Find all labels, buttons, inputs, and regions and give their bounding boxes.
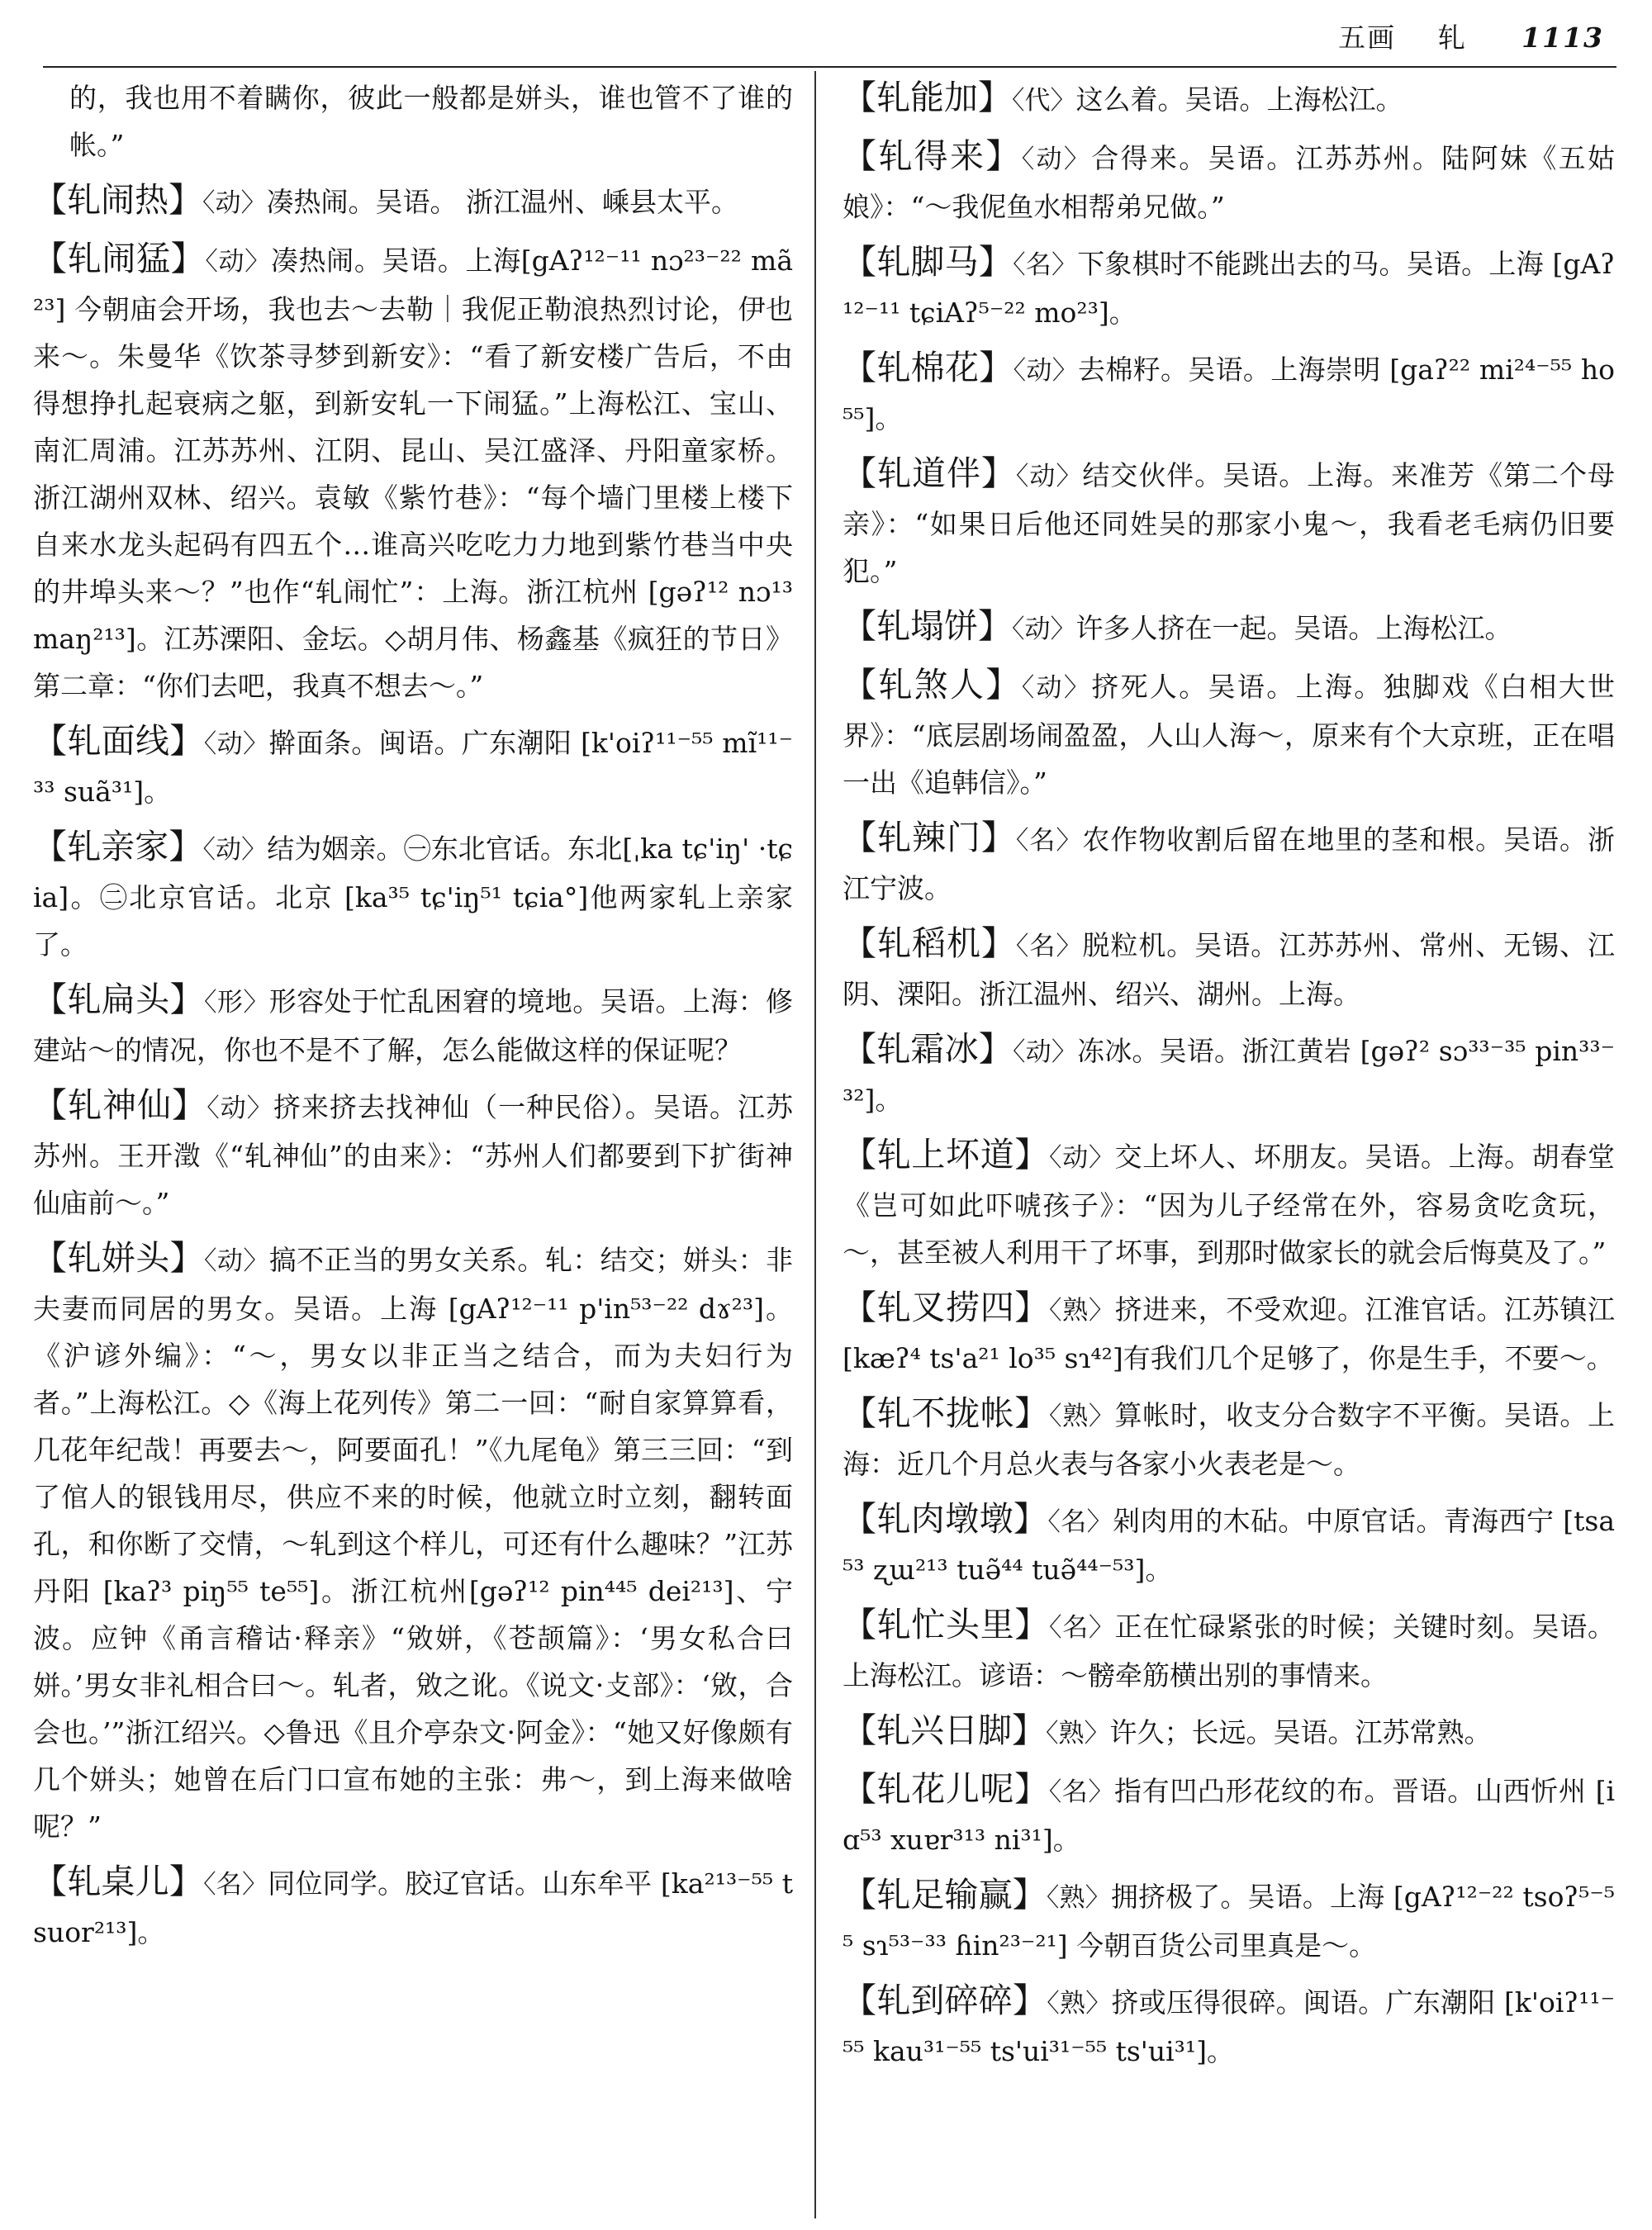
entry-definition: 剁肉用的木砧。中原官话。青海西宁 [tsa⁵³ ʐɯ²¹³ tuə̃⁴⁴ tuə̃⁴⁴⁻⁵³]。 [843, 1505, 1615, 1586]
entry-headword: 【轧叉捞四】 [843, 1288, 1050, 1327]
entry-part-of-speech: 〈动〉 [1012, 614, 1076, 644]
entry-part-of-speech: 〈动〉 [202, 188, 267, 218]
dictionary-entry [843, 1496, 1615, 1593]
entry-definition: 指有凹凸形花纹的布。晋语。山西忻州 [iɑ⁵³ xuɐr³¹³ ni³¹]。 [843, 1775, 1616, 1856]
entry-definition: 同位同学。胶辽官话。山东牟平 [ka²¹³⁻⁵⁵ tsuor²¹³]。 [33, 1867, 794, 1948]
entry-headword: 【轧上坏道】 [843, 1135, 1050, 1174]
entry-definition: 去棉籽。吴语。上海崇明 [gaʔ²² mi²⁴⁻⁵⁵ ho⁵⁵]。 [843, 353, 1616, 434]
dictionary-entry [843, 74, 1615, 125]
entry-headword: 【轧煞人】 [843, 665, 1022, 705]
dictionary-entry [843, 1977, 1615, 2075]
dictionary-entry [843, 1707, 1615, 1758]
entry-headword: 【轧亲家】 [33, 827, 203, 866]
dictionary-entry [33, 1235, 793, 1850]
entry-definition: 结为姻亲。㊀东北官话。东北[ˌka tɕ'iŋ' ·tɕia]。㊁北京官话。北京 [ka³⁵ tɕ'iŋ⁵¹ tɕia°]他两家轧上亲家了。 [33, 833, 794, 961]
column-divider [814, 71, 816, 2218]
page-number: 1113 [1521, 21, 1604, 54]
entry-definition: 许久；长远。吴语。江苏常熟。 [1109, 1716, 1492, 1748]
page-header [1338, 17, 1604, 55]
entry-headword: 【轧面线】 [33, 721, 204, 761]
entry-definition: 拥挤极了。吴语。上海 [gAʔ¹²⁻²² tsoʔ⁵⁻⁵⁵ sɿ⁵³⁻³³ ɦin²³⁻²¹] 今朝百货公司里真是～。 [843, 1881, 1616, 1962]
entry-part-of-speech: 〈动〉 [203, 729, 269, 759]
entry-part-of-speech: 〈动〉 [205, 247, 271, 277]
entry-definition: 擀面条。闽语。广东潮阳 [k'oiʔ¹¹⁻⁵⁵ mĩ¹¹⁻³³ suã³¹]。 [33, 727, 794, 808]
entry-part-of-speech: 〈熟〉 [1046, 1719, 1110, 1748]
entry-definition: 许多人挤在一起。吴语。上海松江。 [1075, 612, 1512, 644]
continuation-text: 的，我也用不着瞒你，彼此一般都是姘头，谁也管不了谁的帐。” [69, 82, 793, 161]
entry-headword: 【轧棉花】 [843, 348, 1014, 387]
dictionary-entry [843, 450, 1615, 595]
entry-part-of-speech: 〈动〉 [206, 1094, 273, 1123]
entry-headword: 【轧足输赢】 [843, 1875, 1047, 1914]
entry-definition: 搞不正当的男女关系。轧：结交；姘头：非夫妻而同居的男女。吴语。上海 [gAʔ¹²⁻¹¹ p'in⁵³⁻²² dɤ²³]。《沪谚外编》：“～，男女以非正当之结合，而为夫妇行为者。”上海松江。◇《海上花列传》第二一回：“耐自家算算看，几花年纪哉！再要去～，阿要面孔！”《九尾龟》第三三回：“到了倌人的银钱用尽，供应不来的时候，他就立时立刻，翻转面孔，和你断了交情，～轧到这个样儿，可还有什么趣味？”江苏丹阳 [kaʔ³ piŋ⁵⁵ te⁵⁵]。浙江杭州[gəʔ¹² pin⁴⁴⁵ dei²¹³]、宁波。应钟《甬言稽诂·释亲》“敓姘，《苍颉篇》：‘男女私合曰姘。’男女非礼相合曰～。轧者，敓之讹。《说文·攴部》：‘敓，合会也。’”浙江绍兴。◇鲁迅《且介亭杂文·阿金》：“她又好像颇有几个姘头；她曾在后门口宣布她的主张：弗～，到上海来做啥呢？” [33, 1244, 794, 1843]
header-char: 轧 [1437, 21, 1467, 54]
dictionary-entry [843, 1601, 1615, 1699]
entry-part-of-speech: 〈熟〉 [1049, 1296, 1115, 1326]
dictionary-entry [33, 1082, 793, 1226]
entry-part-of-speech: 〈动〉 [1049, 1143, 1115, 1173]
entry-headword: 【轧能加】 [843, 78, 1012, 117]
dictionary-entry [843, 920, 1615, 1018]
entry-definition: 挤进来，不受欢迎。江淮官话。江苏镇江 [kæʔ⁴ ts'a²¹ lo³⁵ sɿ⁴²]有我们几个足够了，你是生手，不要～。 [843, 1293, 1616, 1374]
left-column [33, 74, 793, 1964]
entry-headword: 【轧到碎碎】 [843, 1981, 1047, 2020]
entry-part-of-speech: 〈名〉 [1047, 1507, 1113, 1537]
entry-part-of-speech: 〈名〉 [1049, 1613, 1115, 1643]
dictionary-entry [843, 1284, 1615, 1382]
entry-part-of-speech: 〈名〉 [203, 1870, 268, 1900]
entry-headword: 【轧得来】 [843, 136, 1022, 176]
entry-headword: 【轧忙头里】 [843, 1605, 1050, 1644]
entry-part-of-speech: 〈熟〉 [1049, 1402, 1115, 1431]
entry-headword: 【轧霜冰】 [843, 1029, 1013, 1069]
dictionary-entry [33, 823, 793, 968]
entry-definition: 脱粒机。吴语。江苏苏州、常州、无锡、江阴、溧阳。浙江温州、绍兴、湖州。上海。 [843, 929, 1616, 1010]
entry-headword: 【轧扁头】 [33, 980, 205, 1019]
entry-definition: 冻冰。吴语。浙江黄岩 [gəʔ² sɔ³³⁻³⁵ pin³³⁻³²]。 [843, 1035, 1616, 1116]
dictionary-entry [33, 1858, 793, 1956]
entry-headword: 【轧不拢帐】 [843, 1393, 1050, 1433]
entry-part-of-speech: 〈形〉 [204, 988, 269, 1018]
dictionary-entry [843, 239, 1615, 336]
entry-definition: 算帐时，收支分合数字不平衡。吴语。上海：近几个月总火表与各家小火表老是～。 [843, 1399, 1616, 1480]
entry-definition: 交上坏人、坏朋友。吴语。上海。胡春堂《岂可如此吓唬孩子》：“因为儿子经常在外，容易贪吃贪玩，～，甚至被人利用干了坏事，到那时做家长的就会后悔莫及了。” [843, 1141, 1616, 1269]
entry-part-of-speech: 〈熟〉 [1047, 1989, 1112, 2019]
entry-definition: 形容处于忙乱困窘的境地。吴语。上海：修建站～的情况，你也不是不了解，怎么能做这样的保证呢？ [33, 985, 794, 1066]
entry-definition: 下象棋时不能跳出去的马。吴语。上海 [gAʔ¹²⁻¹¹ tɕiAʔ⁵⁻²² mo²³]。 [843, 248, 1616, 329]
entry-definition: 合得来。吴语。江苏苏州。陆阿妹《五姑娘》：“～我伲鱼水相帮弟兄做。” [843, 142, 1616, 223]
entry-headword: 【轧闹热】 [33, 180, 202, 220]
entry-part-of-speech: 〈名〉 [1013, 250, 1078, 280]
entry-definition: 挤或压得很碎。闽语。广东潮阳 [k'oiʔ¹¹⁻⁵⁵ kau³¹⁻⁵⁵ ts'ui³¹⁻⁵⁵ ts'ui³¹]。 [843, 1986, 1615, 2067]
dictionary-entry [843, 603, 1615, 653]
entry-headword: 【轧闹猛】 [33, 239, 206, 278]
entry-definition: 这么着。吴语。上海松江。 [1075, 83, 1403, 116]
dictionary-entry [33, 976, 793, 1074]
entry-headword: 【轧道伴】 [843, 453, 1016, 493]
entry-part-of-speech: 〈名〉 [1048, 1777, 1115, 1807]
entry-definition: 挤死人。吴语。上海。独脚戏《白相大世界》：“底层剧场闹盈盈，人山人海～，原来有个大京班，正在唱一出《追韩信》。” [843, 671, 1616, 799]
entry-part-of-speech: 〈熟〉 [1046, 1883, 1111, 1913]
entry-headword: 【轧脚马】 [843, 242, 1014, 282]
section-label: 五画 [1338, 21, 1397, 54]
right-column [843, 74, 1615, 2083]
entry-definition: 农作物收割后留在地里的茎和根。吴语。浙江宁波。 [843, 823, 1616, 904]
header-rule [43, 66, 1616, 68]
entry-definition: 凑热闹。吴语。上海[gAʔ¹²⁻¹¹ nɔ²³⁻²² mã²³] 今朝庙会开场，我也去～去勒｜我伲正勒浪热烈讨论，伊也来～。朱曼华《饮茶寻梦到新安》：“看了新安楼广告后，不由得想挣扎起衰病之躯，到新安轧一下闹猛。”上海松江、宝山、南汇周浦。江苏苏州、江阴、昆山、吴江盛泽、丹阳童家桥。浙江湖州双林、绍兴。袁敏《紫竹巷》：“每个墙门里楼上楼下自来水龙头起码有四五个…谁高兴吃吃力力地到紫竹巷当中央的井埠头来～？”也作“轧闹忙”：上海。浙江杭州 [gəʔ¹² nɔ¹³ maŋ²¹³]。江苏溧阳、金坛。◇胡月伟、杨鑫基《疯狂的节日》第二章：“你们去吧，我真不想去～。” [33, 244, 794, 702]
entry-part-of-speech: 〈动〉 [1021, 673, 1092, 703]
entry-definition: 挤来挤去找神仙（一种民俗）。吴语。江苏苏州。王开澂《“轧神仙”的由来》：“苏州人们都要到下扩街神仙庙前～。” [33, 1091, 794, 1219]
entry-headword: 【轧姘头】 [33, 1238, 205, 1278]
dictionary-entry [843, 1766, 1615, 1863]
dictionary-entry [843, 814, 1615, 912]
entry-headword: 【轧塌饼】 [843, 606, 1012, 646]
dictionary-entry [843, 1026, 1615, 1123]
dictionary-entry [843, 1872, 1615, 1969]
dictionary-entry [843, 1390, 1615, 1487]
entry-part-of-speech: 〈名〉 [1015, 932, 1083, 961]
entry-part-of-speech: 〈动〉 [204, 1246, 269, 1276]
dictionary-entry [843, 1132, 1615, 1276]
entry-headword: 【轧辣门】 [843, 818, 1016, 857]
entry-part-of-speech: 〈动〉 [1013, 356, 1079, 386]
entry-definition: 凑热闹。吴语。 浙江温州、嵊县太平。 [266, 186, 738, 218]
entry-headword: 【轧稻机】 [843, 923, 1016, 963]
entry-part-of-speech: 〈动〉 [1015, 462, 1083, 491]
entry-part-of-speech: 〈动〉 [1012, 1037, 1078, 1067]
entry-part-of-speech: 〈代〉 [1012, 86, 1076, 116]
dictionary-entry [843, 344, 1615, 442]
entry-part-of-speech: 〈动〉 [1021, 145, 1092, 174]
entry-definition: 正在忙碌紧张的时候；关键时刻。吴语。上海松江。谚语：～髈牵筋横出别的事情来。 [843, 1611, 1616, 1691]
dictionary-entry [33, 177, 793, 227]
entry-headword: 【轧兴日脚】 [843, 1710, 1046, 1750]
entry-headword: 【轧花儿呢】 [843, 1769, 1049, 1809]
dictionary-entry [33, 235, 793, 709]
entry-part-of-speech: 〈动〉 [202, 835, 268, 865]
entry-headword: 【轧神仙】 [33, 1085, 207, 1125]
dictionary-entry [33, 718, 793, 815]
entry-part-of-speech: 〈名〉 [1015, 826, 1083, 856]
entry-definition: 结交伙伴。吴语。上海。来准芳《第二个母亲》：“如果日后他还同姓吴的那家小鬼～，我看老毛病仍旧要犯。” [843, 459, 1616, 587]
entry-headword: 【轧桌儿】 [33, 1862, 204, 1901]
dictionary-entry [843, 662, 1615, 806]
entry-headword: 【轧肉墩墩】 [843, 1499, 1048, 1539]
dictionary-entry [843, 133, 1615, 230]
